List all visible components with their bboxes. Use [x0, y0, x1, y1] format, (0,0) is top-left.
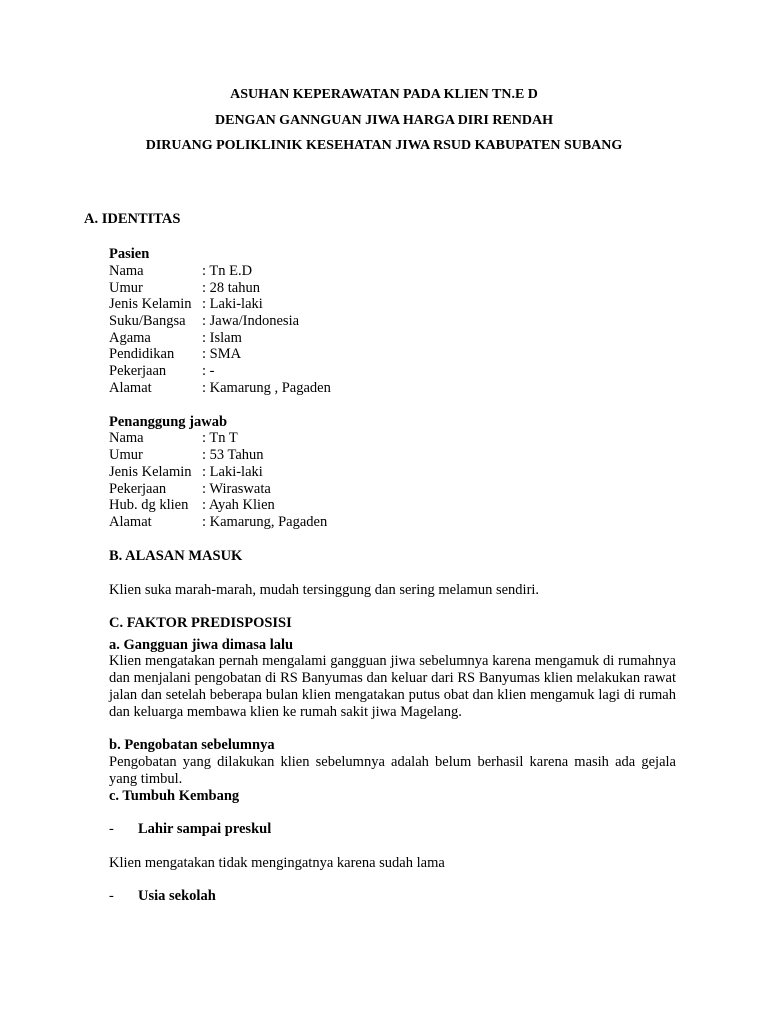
- tumbuh-kembang-item-heading: Lahir sampai preskul: [138, 821, 272, 837]
- pasien-heading: Pasien: [109, 246, 150, 262]
- field-label: Jenis Kelamin: [109, 296, 192, 312]
- field-label: Nama: [109, 263, 144, 279]
- section-c-heading: C. FAKTOR PREDISPOSISI: [109, 615, 292, 631]
- field-label: Suku/Bangsa: [109, 313, 186, 329]
- pasien-row: [109, 346, 241, 363]
- field-value: : Tn T: [202, 430, 238, 446]
- pasien-row: [109, 363, 214, 380]
- section-b-heading: B. ALASAN MASUK: [109, 548, 243, 564]
- field-label: Alamat: [109, 514, 152, 530]
- penanggung-heading: Penanggung jawab: [109, 414, 228, 430]
- pasien-row: [109, 330, 242, 347]
- field-label: Pekerjaan: [109, 363, 167, 379]
- list-dash: -: [109, 821, 114, 837]
- penanggung-row: [109, 430, 238, 447]
- field-label: Jenis Kelamin: [109, 464, 192, 480]
- section-a-heading: A. IDENTITAS: [84, 211, 181, 227]
- alasan-text: Klien suka marah-marah, mudah tersinggung dan sering melamun sendiri.: [109, 582, 540, 598]
- pasien-row: [109, 263, 252, 280]
- pasien-row: [109, 313, 299, 330]
- field-value: : Kamarung, Pagaden: [202, 514, 328, 530]
- tumbuh-kembang-item-heading: Usia sekolah: [138, 888, 216, 904]
- pasien-row: [109, 380, 331, 397]
- penanggung-row: [109, 497, 275, 514]
- field-value: : -: [202, 363, 215, 379]
- field-label: Umur: [109, 447, 143, 463]
- subsection-c-heading: c. Tumbuh Kembang: [109, 788, 240, 804]
- pasien-row: [109, 296, 263, 313]
- field-label: Hub. dg klien: [109, 497, 189, 513]
- field-label: Alamat: [109, 380, 152, 396]
- field-label: Pekerjaan: [109, 481, 167, 497]
- penanggung-row: [109, 464, 263, 481]
- doc-title-line-1: ASUHAN KEPERAWATAN PADA KLIEN TN.E D: [230, 87, 538, 102]
- field-value: : Laki-laki: [202, 464, 263, 480]
- subsection-a-text: Klien mengatakan pernah mengalami gangguan jiwa sebelumnya karena mengamuk di rumahnya dan menjalani pengobatan di RS Banyumas dan keluar dari RS Banyumas klien melakukan rawat jalan dan setelah beberapa bulan klien mengatakan putus obat dan klien mengamuk lagi di rumah dan keluarga membawa klien ke rumah sakit jiwa Magelang.: [109, 653, 676, 720]
- field-value: : 53 Tahun: [202, 447, 264, 463]
- doc-title-line-3: DIRUANG POLIKLINIK KESEHATAN JIWA RSUD KABUPATEN SUBANG: [145, 138, 623, 153]
- tumbuh-kembang-item-text: Klien mengatakan tidak mengingatnya karena sudah lama: [109, 855, 445, 871]
- field-value: : Islam: [202, 330, 242, 346]
- field-value: : Laki-laki: [202, 296, 263, 312]
- field-label: Pendidikan: [109, 346, 175, 362]
- field-label: Umur: [109, 280, 143, 296]
- field-value: : Wiraswata: [202, 481, 271, 497]
- penanggung-row: [109, 481, 271, 498]
- doc-title-line-2: DENGAN GANNGUAN JIWA HARGA DIRI RENDAH: [215, 113, 553, 128]
- field-value: : SMA: [202, 346, 242, 362]
- field-value: : Kamarung , Pagaden: [202, 380, 331, 396]
- penanggung-row: [109, 447, 264, 464]
- penanggung-row: [109, 514, 327, 531]
- field-value: : 28 tahun: [202, 280, 260, 296]
- subsection-b-heading: b. Pengobatan sebelumnya: [109, 737, 275, 753]
- field-label: Agama: [109, 330, 151, 346]
- subsection-a-heading: a. Gangguan jiwa dimasa lalu: [109, 637, 294, 653]
- pasien-row: [109, 280, 260, 297]
- field-label: Nama: [109, 430, 144, 446]
- list-dash: -: [109, 888, 114, 904]
- field-value: : Ayah Klien: [202, 497, 275, 513]
- field-value: : Jawa/Indonesia: [202, 313, 300, 329]
- subsection-b-text: Pengobatan yang dilakukan klien sebelumnya adalah belum berhasil karena masih ada gejala yang timbul.: [109, 754, 676, 787]
- field-value: : Tn E.D: [202, 263, 253, 279]
